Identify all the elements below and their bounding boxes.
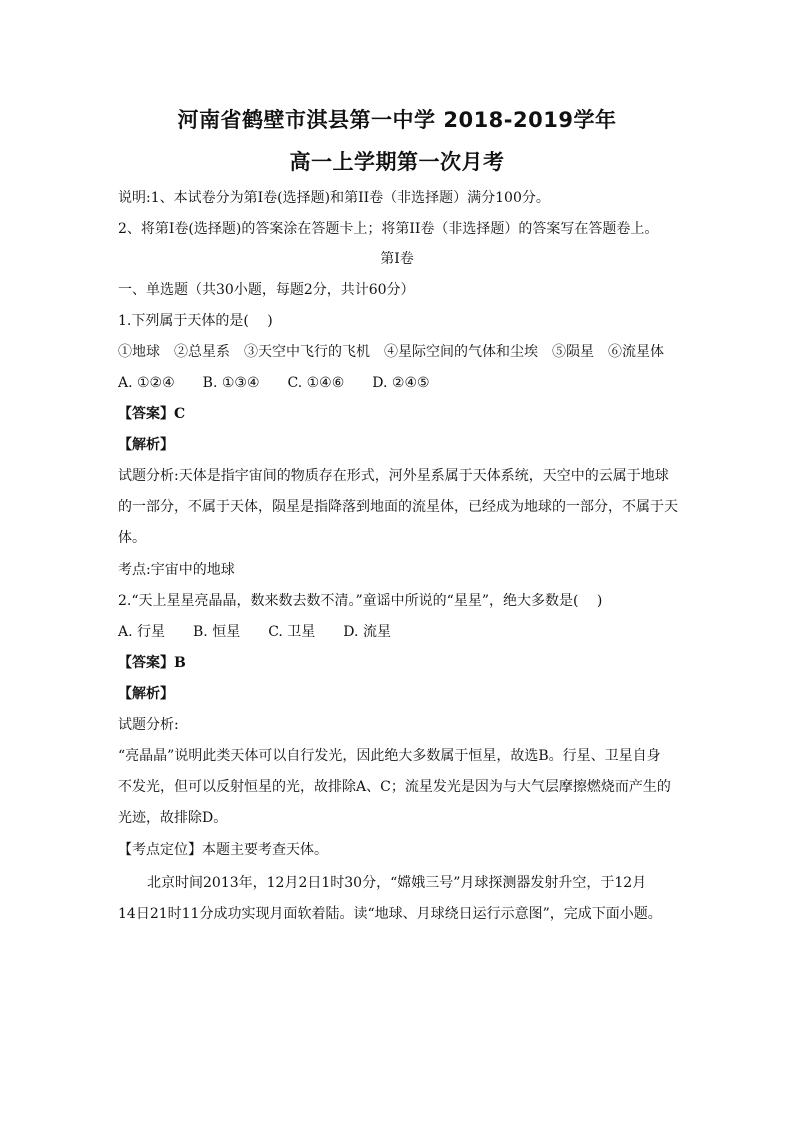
question-1-analysis-line: 试题分析:天体是指宇宙间的物质存在形式，河外星系属于天体系统，天空中的云属于地球 — [118, 468, 669, 484]
question-2-options: A. 行星 B. 恒星 C. 卫星 D. 流星 — [118, 624, 391, 640]
passage-line-2: 14日21时11分成功实现月面软着陆。读“地球、月球绕日运行示意图”，完成下面小题。 — [118, 906, 662, 922]
exam-title-line2: 高一上学期第一次月考 — [289, 150, 505, 174]
question-1-analysis-line: 的一部分，不属于天体，陨星是指降落到地面的流星体，已经成为地球的一部分，不属于天 — [118, 499, 678, 515]
question-2-stem: 2.“天上星星亮晶晶，数来数去数不清。”童谣中所说的“星星”，绝大多数是( ) — [118, 593, 603, 609]
question-2-analysis-label: 【解析】 — [118, 686, 174, 702]
instruction-line-1: 说明:1、本试卷分为第I卷(选择题)和第II卷（非选择题）满分100分。 — [118, 190, 550, 206]
question-1-analysis-label: 【解析】 — [118, 437, 174, 453]
volume-label: 第I卷 — [380, 251, 414, 267]
question-2-analysis-line: 不发光，但可以反射恒星的光，故排除A、C；流星发光是因为与大气层摩擦燃烧而产生的 — [118, 779, 671, 795]
question-1-options: A. ①②④ B. ①③④ C. ①④⑥ D. ②④⑤ — [118, 375, 430, 391]
question-1-analysis-line: 体。 — [118, 530, 146, 546]
question-1-point: 考点:宇宙中的地球 — [118, 562, 235, 578]
question-2-analysis-line: 光迹，故排除D。 — [118, 810, 228, 826]
question-2-point: 【考点定位】本题主要考查天体。 — [118, 842, 328, 858]
question-1-answer: 【答案】C — [118, 406, 186, 422]
question-2-answer: 【答案】B — [118, 655, 186, 671]
question-1-stem: 1.下列属于天体的是( ) — [118, 313, 273, 329]
question-2-analysis-line: 试题分析: — [118, 717, 179, 733]
question-1-items: ①地球 ②总星系 ③天空中飞行的飞机 ④星际空间的气体和尘埃 ⑤陨星 ⑥流星体 — [118, 344, 664, 360]
passage-line-1: 北京时间2013年，12月2日1时30分，“嫦娥三号”月球探测器发射升空，于12月 — [147, 875, 647, 891]
section-heading: 一、单选题（共30小题，每题2分，共计60分） — [118, 282, 415, 298]
exam-title-line1: 河南省鹤壁市淇县第一中学 2018-2019学年 — [177, 108, 617, 132]
question-2-analysis-line: “亮晶晶”说明此类天体可以自行发光，因此绝大多数属于恒星，故选B。行星、卫星自身 — [118, 748, 661, 764]
instruction-line-2: 2、将第I卷(选择题)的答案涂在答题卡上；将第II卷（非选择题）的答案写在答题卷上。 — [118, 221, 659, 237]
